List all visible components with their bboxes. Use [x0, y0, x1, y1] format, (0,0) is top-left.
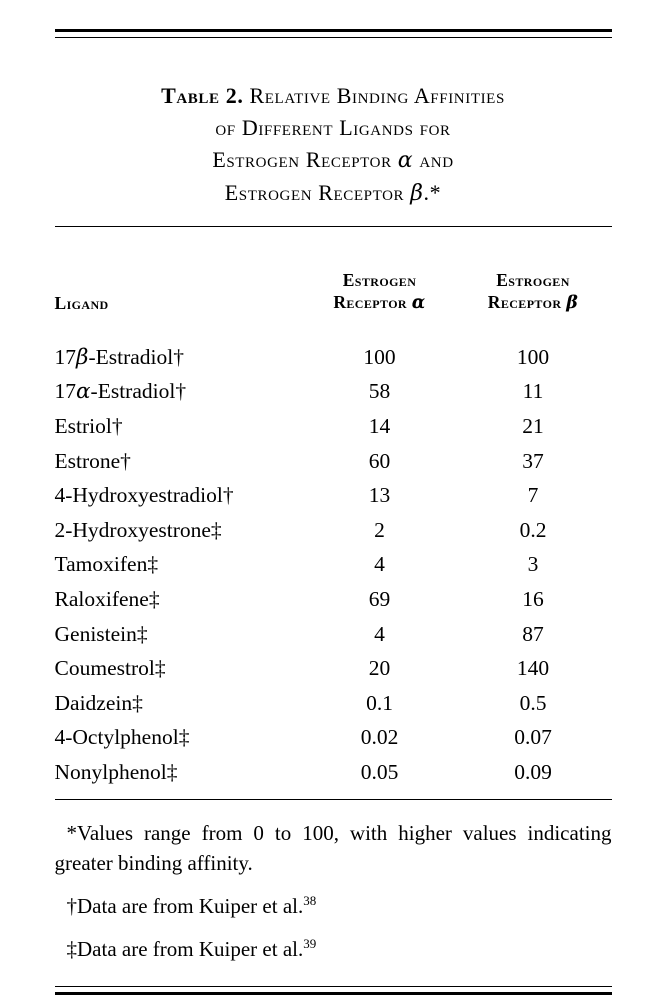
- table-row: [55, 444, 612, 479]
- er-alpha-value: 0.05: [360, 759, 399, 784]
- er-beta-value: 0.5: [519, 690, 547, 715]
- er-alpha-value: 4: [374, 621, 385, 646]
- er-beta-value: 0.07: [514, 725, 552, 750]
- footnote-double-dagger: [55, 934, 612, 964]
- ligand-cell: 4-Hydroxyestradiol†: [54, 483, 234, 508]
- ligand-cell: 17β-Estradiol†: [54, 344, 184, 370]
- er-beta-value: 87: [522, 621, 544, 646]
- ligand-cell: Nonylphenol‡: [54, 759, 178, 784]
- footnote-asterisk: *Values range from 0 to 100, with higher values indicating greater binding affinity.: [54, 820, 612, 875]
- er-alpha-value: 0.1: [366, 690, 393, 715]
- er-alpha-value: 58: [368, 379, 391, 404]
- title-line-4: Estrogen Receptor β.*: [224, 180, 442, 206]
- table-row: [55, 582, 612, 617]
- table-top-border: [55, 29, 612, 38]
- er-alpha-value: 14: [368, 413, 391, 438]
- table-row: [55, 651, 612, 686]
- er-alpha-value: 4: [374, 552, 385, 577]
- table-row: [55, 617, 612, 652]
- journal-table-page: [55, 0, 612, 995]
- table-bottom-border: [55, 986, 612, 995]
- ligand-cell: Estriol†: [54, 413, 123, 438]
- title-separator-rule: [55, 226, 612, 227]
- title-line-2: of Different Ligands for: [215, 115, 451, 140]
- table-row: [55, 548, 612, 583]
- er-beta-value: 16: [522, 586, 544, 611]
- title-line-1: [55, 80, 612, 112]
- ligand-cell: Tamoxifen‡: [54, 552, 159, 577]
- er-alpha-header-line-2: Receptor α: [333, 292, 426, 313]
- bottom-rule-thin: [55, 986, 612, 987]
- er-alpha-value: 69: [368, 586, 391, 611]
- er-beta-value: 3: [527, 552, 539, 577]
- table-row: [55, 513, 612, 548]
- title-line-3: Estrogen Receptor α and: [212, 147, 454, 173]
- er-beta-header-line-1: Estrogen: [496, 270, 570, 290]
- column-header-er-beta: [455, 269, 612, 314]
- top-rule-thick: [55, 29, 612, 32]
- ligand-cell: Genistein‡: [54, 621, 148, 646]
- ligand-cell: Coumestrol‡: [54, 656, 166, 681]
- er-alpha-value: 100: [363, 344, 396, 369]
- top-rule-thin: [55, 37, 612, 38]
- bottom-rule-thick: [55, 992, 612, 995]
- ligand-cell: Daidzein‡: [54, 690, 143, 715]
- ligand-cell: Raloxifene‡: [54, 586, 160, 611]
- footnote-double-dagger-reference: 39: [303, 935, 317, 951]
- er-beta-value: 37: [522, 448, 544, 473]
- ligand-cell: 17α-Estradiol†: [54, 379, 187, 405]
- er-beta-value: 0.09: [514, 759, 552, 784]
- er-alpha-value: 13: [368, 483, 391, 508]
- er-alpha-value: 0.02: [360, 725, 399, 750]
- er-alpha-value: 60: [368, 448, 391, 473]
- footnote-dagger: [55, 891, 612, 921]
- er-alpha-value: 20: [368, 656, 391, 681]
- er-beta-value: 100: [516, 344, 550, 369]
- table-number: Table 2.: [161, 83, 244, 108]
- column-header-ligand: Ligand: [54, 293, 109, 313]
- table-row: [55, 375, 612, 410]
- table-row: [55, 721, 612, 756]
- body-footnote-separator-rule: [55, 799, 612, 800]
- table-row: [55, 478, 612, 513]
- table-title: [55, 80, 612, 210]
- er-beta-value: 140: [516, 656, 550, 681]
- footnote-dagger-reference: 38: [303, 892, 317, 908]
- ligand-cell: 4-Octylphenol‡: [54, 725, 190, 750]
- table-row: [55, 755, 612, 790]
- ligand-cell: 2-Hydroxyestrone‡: [54, 517, 222, 542]
- footnote-double-dagger-text: ‡Data are from Kuiper et al.: [66, 936, 304, 961]
- er-alpha-value: 2: [374, 517, 385, 542]
- er-beta-value: 7: [527, 483, 539, 508]
- table-footnotes: [55, 818, 612, 964]
- footnote-dagger-text: †Data are from Kuiper et al.: [66, 893, 304, 918]
- ligand-cell: Estrone†: [54, 448, 131, 473]
- table-header-row: [55, 269, 612, 314]
- table-row: [55, 686, 612, 721]
- table-row: [55, 409, 612, 444]
- table-body: [55, 340, 612, 790]
- title-line-1-text: Relative Binding Affinities: [243, 83, 505, 108]
- er-alpha-header-line-1: Estrogen: [342, 270, 417, 290]
- er-beta-value: 0.2: [519, 517, 547, 542]
- er-beta-header-line-2: Receptor β: [487, 292, 579, 313]
- er-beta-value: 21: [522, 413, 544, 438]
- table-row: [55, 340, 612, 375]
- er-beta-value: 11: [522, 379, 544, 404]
- column-header-er-alpha: [305, 269, 455, 314]
